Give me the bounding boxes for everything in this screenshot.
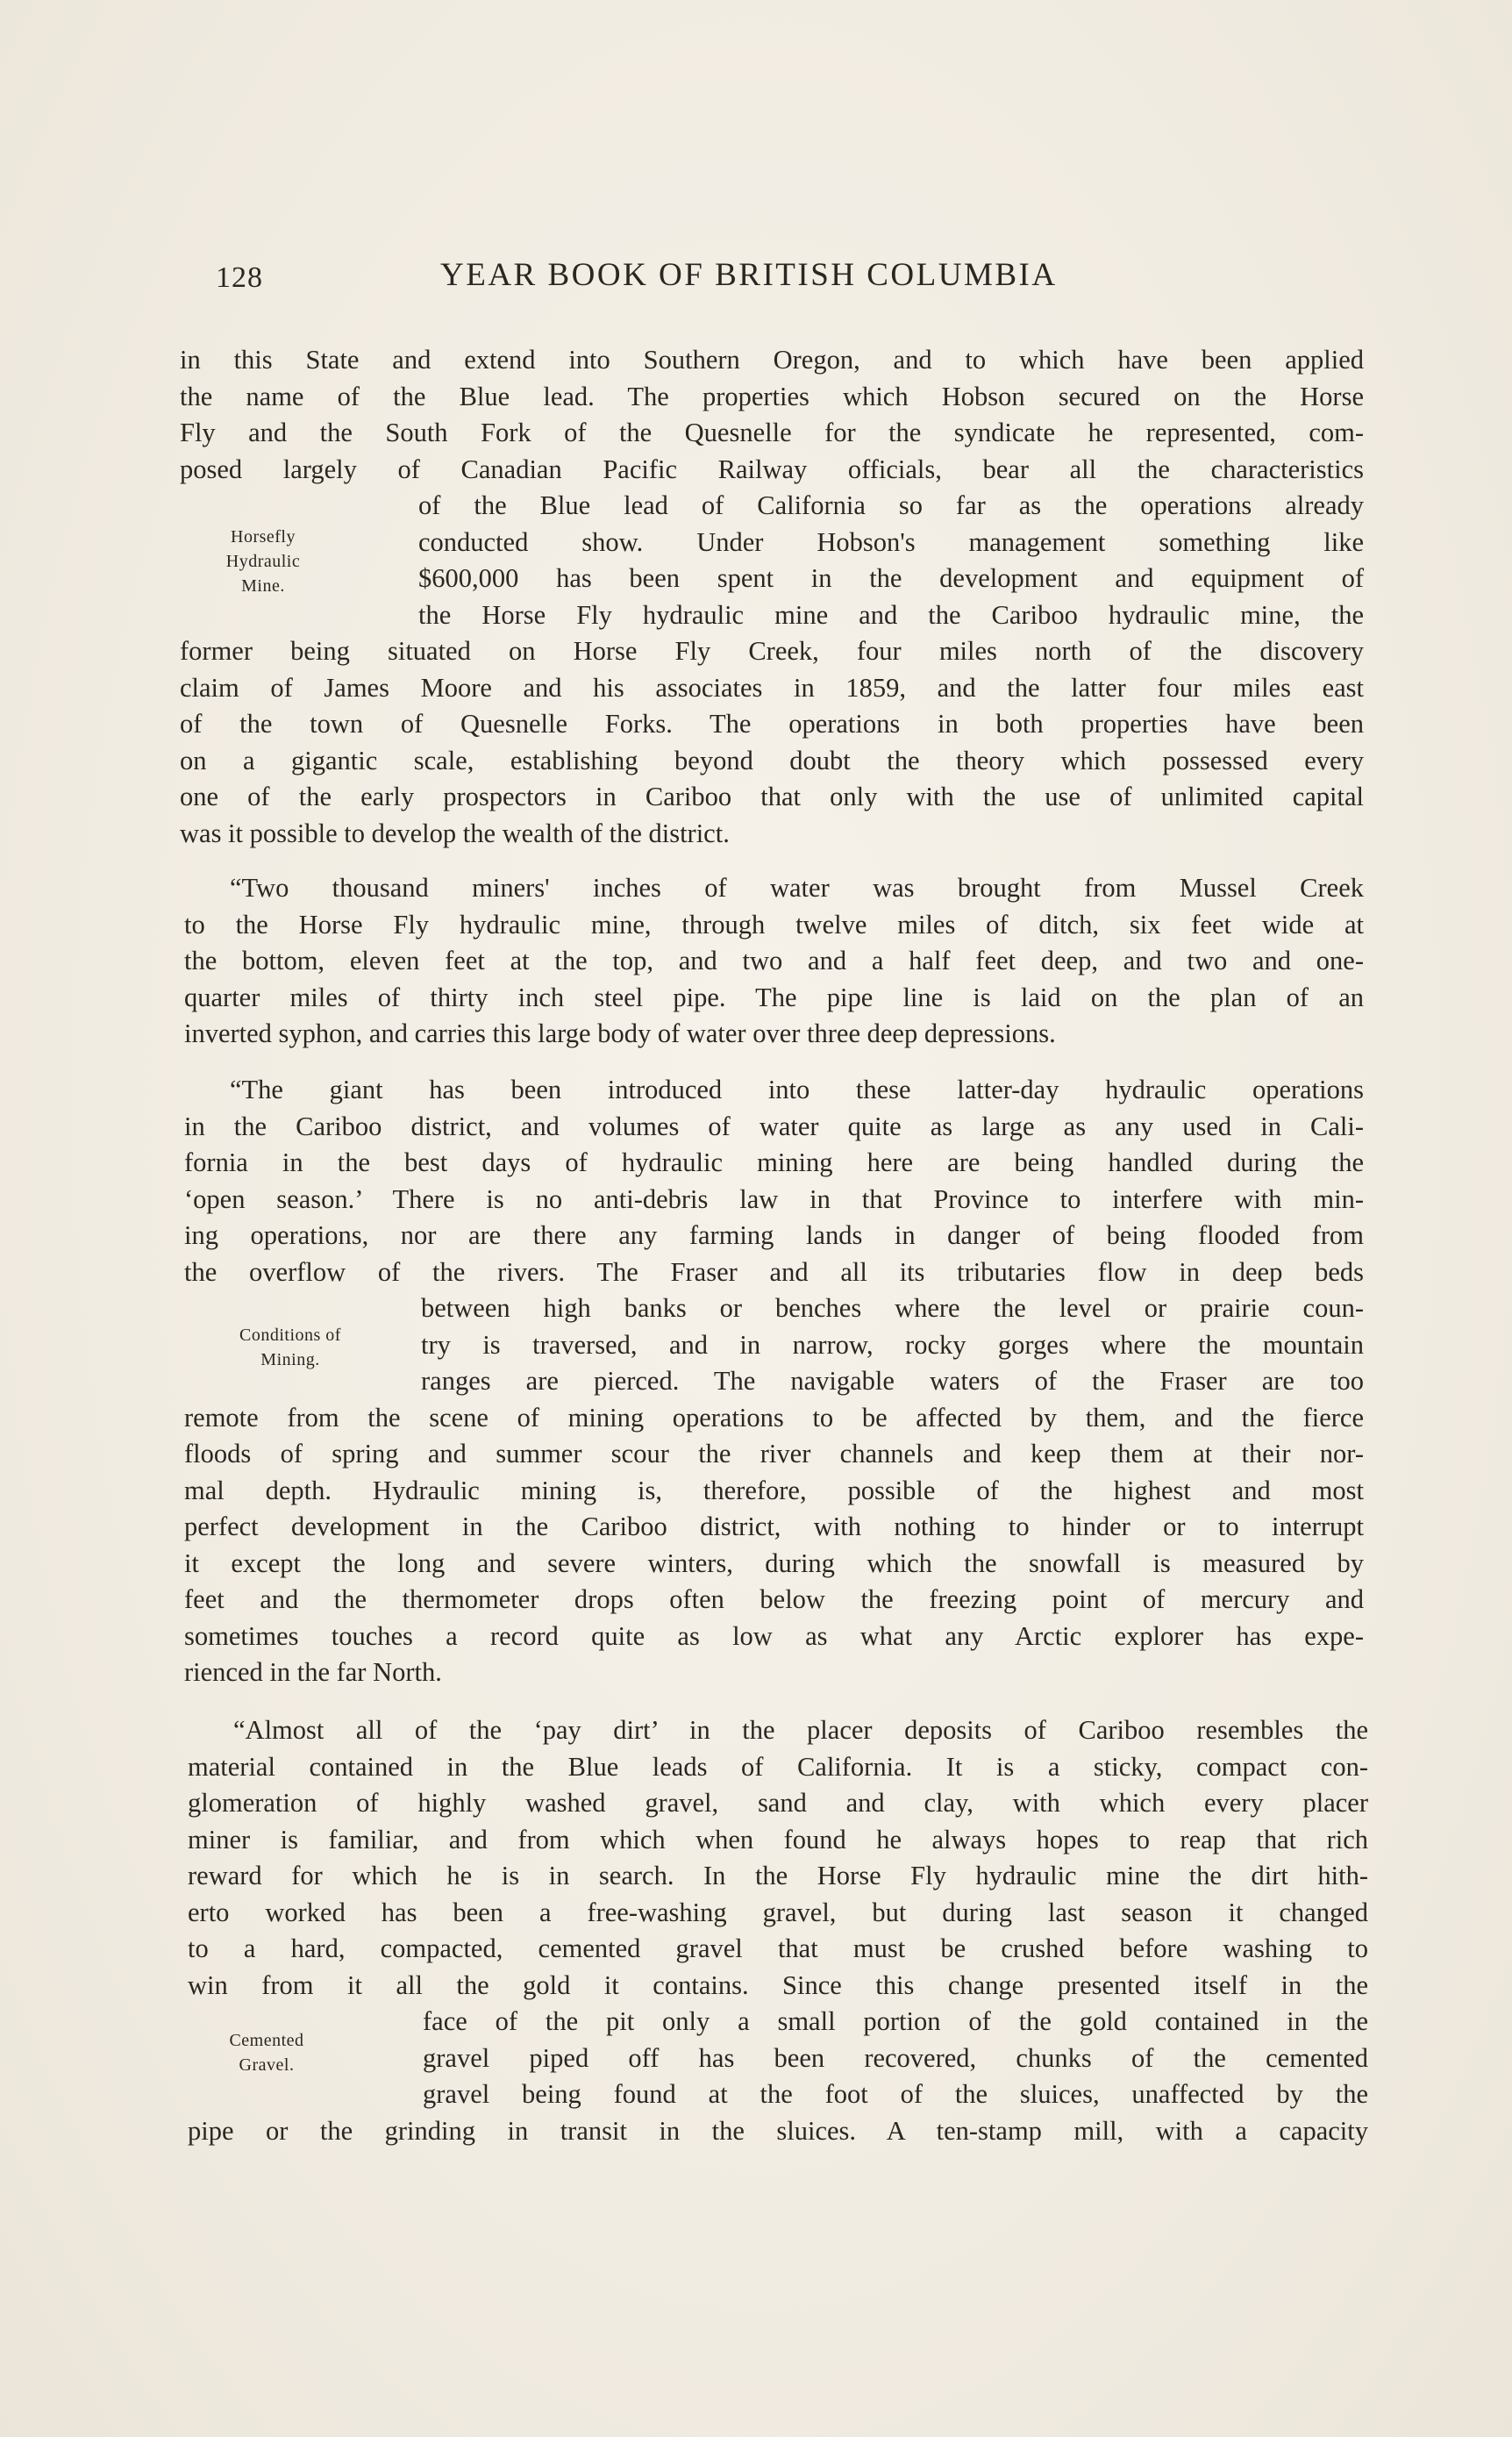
text-line: ranges are pierced. The navigable waters of the Fraser are too — [421, 1366, 1364, 1396]
text-line: face of the pit only a small portion of the gold contained in the — [423, 2006, 1368, 2036]
text-line: in this State and extend into Southern Oregon, and to which have been applied — [180, 345, 1364, 375]
text-line: sometimes touches a record quite as low as what any Arctic explorer has expe- — [184, 1620, 1364, 1651]
text-line: feet and the thermometer drops often below the freezing point of mercury and — [184, 1584, 1364, 1614]
text-line: it except the long and severe winters, during which the snowfall is measured by — [184, 1547, 1364, 1578]
text-line: win from it all the gold it contains. Since this change presented itself in the — [188, 1969, 1368, 2000]
text-line: former being situated on Horse Fly Creek, four miles north of the discovery — [180, 636, 1364, 666]
text-line: conducted show. Under Hobson's management something like — [418, 526, 1364, 557]
text-line: on a gigantic scale, establishing beyond doubt the theory which possessed every — [180, 745, 1364, 775]
sidenote-cemented-gravel — [196, 2028, 337, 2077]
text-line: ‘open season.’ There is no anti-debris law in that Province to interfere with min- — [184, 1183, 1364, 1214]
text-line: in the Cariboo district, and volumes of water quite as large as any used in Cali- — [184, 1111, 1364, 1141]
text-line: mal depth. Hydraulic mining is, therefore, possible of the highest and most — [184, 1475, 1364, 1505]
text-line: the overflow of the rivers. The Fraser and all its tributaries flow in deep beds — [184, 1256, 1364, 1287]
text-line: Fly and the South Fork of the Quesnelle for the syndicate he represented, com- — [180, 418, 1364, 447]
text-line: quarter miles of thirty inch steel pipe. The pipe line is laid on the plan of an — [184, 982, 1364, 1012]
text-line: perfect development in the Cariboo district, with nothing to hinder or to interrupt — [184, 1512, 1364, 1541]
text-line: of the town of Quesnelle Forks. The operations in both properties have been — [180, 709, 1364, 739]
text-line: material contained in the Blue leads of California. It is a sticky, compact con- — [188, 1751, 1368, 1782]
text-line: claim of James Moore and his associates in 1859, and the latter four miles east — [180, 672, 1364, 703]
paragraph-1 — [180, 342, 1364, 852]
sidenote-line: Cemented — [229, 2031, 304, 2050]
text-line: gravel being found at the foot of the sluices, unaffected by the — [423, 2079, 1368, 2109]
text-line: $600,000 has been spent in the development and equipment of — [418, 563, 1364, 593]
sidenote-line: Gravel. — [239, 2055, 295, 2075]
text-line: “Almost all of the ‘pay dirt’ in the placer deposits of Cariboo resembles the — [233, 1715, 1368, 1745]
running-title: YEAR BOOK OF BRITISH COLUMBIA — [440, 257, 1058, 293]
sidenote-line: Horsefly — [231, 527, 296, 547]
text-line: reward for which he is in search. In the Horse Fly hydraulic mine the dirt hith- — [188, 1861, 1368, 1890]
text-line: to the Horse Fly hydraulic mine, through twelve miles of ditch, six feet wide at — [184, 909, 1364, 940]
text-line: ing operations, nor are there any farming lands in danger of being flooded from — [184, 1220, 1364, 1250]
text-line: gravel piped off has been recovered, chunks of the cemented — [423, 2042, 1368, 2073]
text-line: try is traversed, and in narrow, rocky gorges where the mountain — [421, 1329, 1364, 1360]
text-line: “Two thousand miners' inches of water was brought from Mussel Creek — [230, 873, 1364, 903]
paragraph-2 — [184, 870, 1364, 1053]
text-line: fornia in the best days of hydraulic mining here are being handled during the — [184, 1147, 1364, 1177]
text-line: was it possible to develop the wealth of the district. — [180, 818, 730, 848]
sidenote-line: Mine. — [241, 576, 285, 596]
text-line: between high banks or benches where the level or prairie coun- — [421, 1293, 1364, 1323]
sidenote-horsefly-mine — [193, 525, 333, 598]
text-line: the Horse Fly hydraulic mine and the Cariboo hydraulic mine, the — [418, 599, 1364, 630]
text-line: “The giant has been introduced into these latter-day hydraulic operations — [230, 1075, 1364, 1104]
text-line: of the Blue lead of California so far as the operations already — [418, 490, 1364, 520]
text-line: inverted syphon, and carries this large body of water over three deep depressions. — [184, 1018, 1056, 1048]
sidenote-line: Conditions of — [239, 1326, 341, 1345]
paragraph-4 — [188, 1712, 1368, 2149]
paragraph-3 — [184, 1072, 1364, 1691]
text-line: the name of the Blue lead. The properties which Hobson secured on the Horse — [180, 381, 1364, 411]
text-line: pipe or the grinding in transit in the sluices. A ten-stamp mill, with a capacity — [188, 2115, 1368, 2146]
text-line: glomeration of highly washed gravel, sand and clay, with which every placer — [188, 1788, 1368, 1818]
page-number: 128 — [216, 261, 263, 294]
sidenote-conditions-of-mining — [207, 1323, 374, 1372]
text-line: miner is familiar, and from which when found he always hopes to reap that rich — [188, 1824, 1368, 1855]
text-line: remote from the scene of mining operations to be affected by them, and the fierce — [184, 1402, 1364, 1433]
sidenote-line: Mining. — [260, 1350, 320, 1369]
text-line: to a hard, compacted, cemented gravel that must be crushed before washing to — [188, 1933, 1368, 1963]
sidenote-line: Hydraulic — [225, 552, 301, 571]
text-line: posed largely of Canadian Pacific Railway officials, bear all the characteristics — [180, 454, 1364, 484]
page-header — [216, 256, 1110, 300]
text-line: floods of spring and summer scour the river channels and keep them at their nor- — [184, 1439, 1364, 1469]
text-line: one of the early prospectors in Cariboo that only with the use of unlimited capital — [180, 782, 1364, 811]
text-line: the bottom, eleven feet at the top, and two and a half feet deep, and two and one- — [184, 946, 1364, 976]
text-line: erto worked has been a free-washing gravel, but during last season it changed — [188, 1897, 1368, 1927]
text-line: rienced in the far North. — [184, 1657, 442, 1687]
